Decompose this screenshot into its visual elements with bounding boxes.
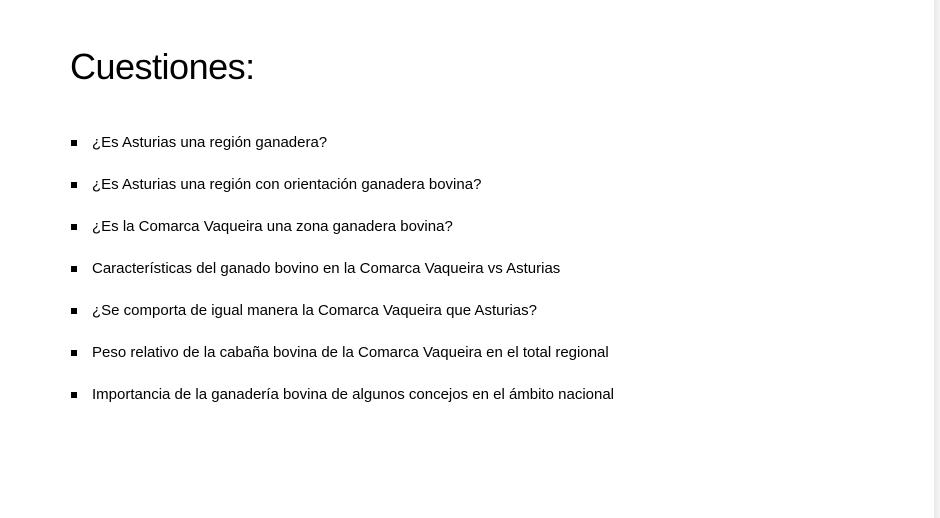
slide-title: Cuestiones: — [70, 46, 255, 87]
window-edge-divider — [934, 0, 940, 518]
list-item — [70, 215, 614, 257]
square-bullet-icon — [71, 266, 77, 272]
square-bullet-icon — [71, 182, 77, 188]
list-item — [70, 383, 614, 425]
square-bullet-icon — [71, 308, 77, 314]
list-item — [70, 299, 614, 341]
list-item-text: Peso relativo de la cabaña bovina de la Comarca Vaqueira en el total regional — [92, 344, 609, 361]
list-item — [70, 341, 614, 383]
list-item — [70, 131, 614, 173]
list-item — [70, 173, 614, 215]
list-item-text: Importancia de la ganadería bovina de algunos concejos en el ámbito nacional — [92, 386, 615, 403]
list-item-text: ¿Es Asturias una región ganadera? — [92, 134, 328, 151]
list-item-text: Características del ganado bovino en la Comarca Vaqueira vs Asturias — [92, 260, 561, 277]
list-item-text: ¿Se comporta de igual manera la Comarca Vaqueira que Asturias? — [92, 302, 537, 319]
list-item — [70, 257, 614, 299]
square-bullet-icon — [71, 392, 77, 398]
square-bullet-icon — [71, 350, 77, 356]
list-item-text: ¿Es la Comarca Vaqueira una zona ganadera bovina? — [92, 218, 453, 235]
square-bullet-icon — [71, 224, 77, 230]
questions-list — [70, 131, 614, 425]
square-bullet-icon — [71, 140, 77, 146]
list-item-text: ¿Es Asturias una región con orientación ganadera bovina? — [92, 176, 482, 193]
